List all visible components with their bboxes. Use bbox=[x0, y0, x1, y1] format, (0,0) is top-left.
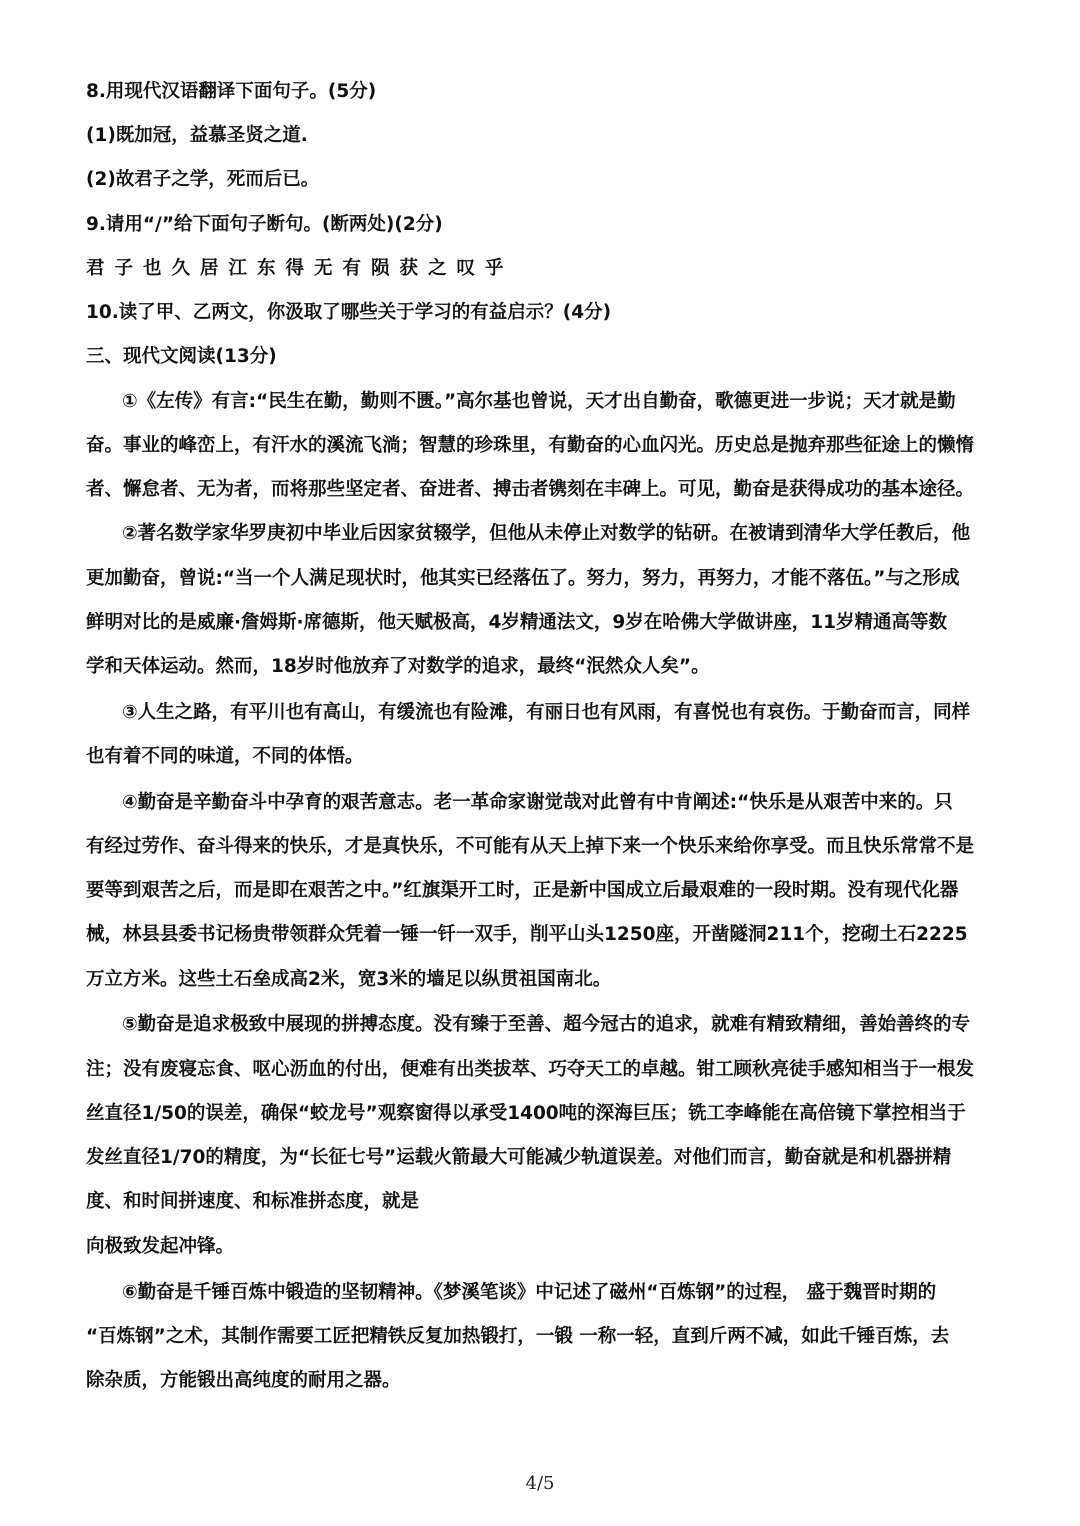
section-3-heading: 三、现代文阅读(13分) bbox=[86, 346, 277, 367]
paragraph-1-line: 奋。事业的峰峦上，有汗水的溪流飞淌；智慧的珍珠里，有勤奋的心血闪光。历史总是抛弃那些征途上的懒惰 bbox=[86, 435, 975, 456]
question-8-item-2: (2)故君子之学，死而后已。 bbox=[86, 169, 320, 190]
paragraph-4-line: ④勤奋是辛勤奋斗中孕育的艰苦意志。老一革命家谢觉哉对此曾有中肯阐述:“快乐是从艰苦中来的。只 bbox=[122, 792, 953, 813]
page-number: 4/5 bbox=[525, 1473, 555, 1494]
paragraph-2-line: 更加勤奋，曾说:“当一个人满足现状时，他其实已经落伍了。努力，努力，再努力，才能不落伍。”与之形成 bbox=[86, 568, 960, 589]
paragraph-5-line: 丝直径1/50的误差，确保“蛟龙号”观察窗得以承受1400吨的深海巨压；铣工李峰能在高倍镜下掌控相当于 bbox=[86, 1103, 966, 1124]
paragraph-1-line: ①《左传》有言:“民生在勤，勤则不匮。”高尔基也曾说，天才出自勤奋，歌德更进一步说；天才就是勤 bbox=[122, 391, 956, 412]
question-10-title: 10.读了甲、乙两文，你汲取了哪些关于学习的有益启示？(4分) bbox=[86, 302, 612, 323]
paragraph-2-line: 鲜明对比的是威廉·詹姆斯·席德斯，他天赋极高，4岁精通法文，9岁在哈佛大学做讲座，11岁精通高等数 bbox=[86, 612, 948, 633]
paragraph-1-line: 者、懈怠者、无为者，而将那些坚定者、奋进者、搏击者镌刻在丰碑上。可见，勤奋是获得成功的基本途径。 bbox=[86, 479, 975, 500]
question-8-item-1: (1)既加冠，益慕圣贤之道. bbox=[86, 125, 308, 146]
paragraph-4-line: 械，林县县委书记杨贵带领群众凭着一锤一钎一双手，削平山头1250座，开凿隧洞211个，挖砌土石2225 bbox=[86, 924, 968, 945]
paragraph-5-line: 注；没有废寝忘食、呕心沥血的付出，便难有出类拔萃、巧夺天工的卓越。钳工顾秋亮徒手感知相当于一根发 bbox=[86, 1059, 975, 1080]
paragraph-6-line: “百炼钢”之术，其制作需要工匠把精铁反复加热锻打，一锻 一称一轻，直到斤两不减，如此千锤百炼，去 bbox=[86, 1326, 950, 1347]
paragraph-3-line: ③人生之路，有平川也有高山，有缓流也有险滩，有丽日也有风雨，有喜悦也有哀伤。于勤奋而言，同样 bbox=[122, 702, 971, 723]
paragraph-5-line: ⑤勤奋是追求极致中展现的拼搏态度。没有臻于至善、超今冠古的追求，就难有精致精细，善始善终的专 bbox=[122, 1014, 971, 1035]
paragraph-5-line: 发丝直径1/70的精度，为“长征七号”运载火箭最大可能减少轨道误差。对他们而言，勤奋就是和机器拼精 bbox=[86, 1147, 952, 1168]
paragraph-3-line: 也有着不同的味道，不同的体悟。 bbox=[86, 746, 364, 767]
paragraph-2-line: ②著名数学家华罗庚初中毕业后因家贫辍学，但他从未停止对数学的钻研。在被请到清华大学任教后，他 bbox=[122, 523, 971, 544]
paragraph-2-line: 学和天体运动。然而，18岁时他放弃了对数学的追求，最终“泯然众人矣”。 bbox=[86, 656, 710, 677]
question-8-title: 8.用现代汉语翻译下面句子。(5分) bbox=[86, 81, 377, 102]
question-9-sentence: 君子也久居江东得无有陨获之叹乎 bbox=[86, 258, 514, 279]
paragraph-4-line: 万立方米。这些土石垒成高2米，宽3米的墙足以纵贯祖国南北。 bbox=[86, 969, 612, 990]
paragraph-6-line: ⑥勤奋是千锤百炼中锻造的坚韧精神。《梦溪笔谈》中记述了磁州“百炼钢”的过程， 盛于魏晋时期的 bbox=[122, 1282, 937, 1303]
paragraph-4-line: 有经过劳作、奋斗得来的快乐，才是真快乐，不可能有从天上掉下来一个快乐来给你享受。而且快乐常常不是 bbox=[86, 836, 975, 857]
paragraph-5-line: 度、和时间拼速度、和标准拼态度，就是 bbox=[86, 1191, 420, 1212]
paragraph-5-line: 向极致发起冲锋。 bbox=[86, 1236, 235, 1257]
question-9-title: 9.请用“/”给下面句子断句。(断两处)(2分) bbox=[86, 214, 443, 235]
paragraph-6-line: 除杂质，方能锻出高纯度的耐用之器。 bbox=[86, 1370, 401, 1391]
paragraph-4-line: 要等到艰苦之后，而是即在艰苦之中。”红旗渠开工时，正是新中国成立后最艰难的一段时期。没有现代化器 bbox=[86, 880, 959, 901]
